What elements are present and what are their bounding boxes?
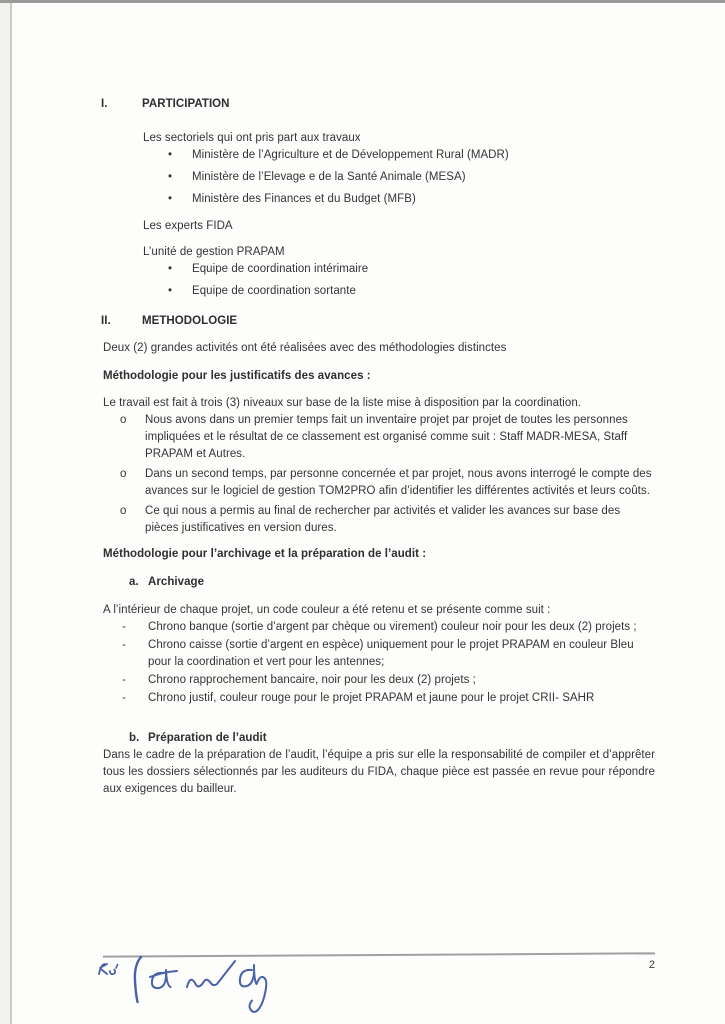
list-item	[122, 637, 655, 671]
subheading-justificatifs: Méthodologie pour les justificatifs des avances :	[103, 370, 371, 382]
item-title: Archivage	[148, 576, 205, 588]
list-item-text: Ce qui nous a permis au final de rechercher par activités et valider les avances sur base des pièces justificatives en version dures.	[145, 505, 621, 534]
archivage-intro: A l’intérieur de chaque projet, un code couleur a été retenu et se présente comme suit :	[103, 604, 551, 616]
scan-left-edge-artifact	[10, 3, 12, 1024]
list-item-text: Chrono banque (sortie d’argent par chèque ou virement) couleur noir pour les deux (2) projets ;	[148, 621, 637, 633]
list-item	[122, 619, 655, 636]
list-item	[120, 466, 655, 500]
list-item	[168, 261, 655, 278]
bullet-marker: o	[120, 505, 127, 517]
section-number: II.	[101, 315, 111, 327]
list-item	[168, 169, 655, 186]
teams-list	[103, 261, 655, 300]
dash-marker: -	[122, 639, 126, 651]
scan-left-shade-artifact	[0, 3, 10, 1024]
list-item	[120, 503, 655, 537]
list-item-text: Ministère des Finances et du Budget (MFB)	[192, 193, 416, 205]
list-item-text: Chrono caisse (sortie d’argent en espèce) uniquement pour le projet PRAPAM en couleur Bleu pour la coordination et vert pour les antennes;	[148, 639, 634, 668]
ministries-list	[103, 147, 655, 208]
page-number: 2	[648, 959, 655, 971]
list-item	[122, 672, 655, 689]
dash-marker: -	[122, 621, 126, 633]
unit-line: L’unité de gestion PRAPAM	[143, 246, 285, 258]
list-item	[120, 412, 655, 463]
list-item-text: Dans un second temps, par personne concernée et par projet, nous avons interrogé le compte des avances sur le logiciel de gestion TOM2PRO afin d’identifier les différentes activités et leurs coûts.	[145, 468, 652, 497]
preparation-audit-paragraph: Dans le cadre de la préparation de l’audit, l’équipe a pris sur elle la responsabilité de compiler et d’apprêter tous les dossiers sélectionnés par les auditeurs du FIDA, chaque pièce est passée en revue pour répondre aux exigences du bailleur.	[103, 749, 655, 795]
section-number: I.	[101, 98, 108, 110]
bullet-marker: •	[168, 285, 173, 297]
list-item-text: Equipe de coordination sortante	[192, 285, 356, 297]
justificatifs-steps-list	[103, 412, 655, 537]
signature-handwriting	[92, 940, 297, 1024]
list-item	[168, 283, 655, 300]
document-body	[103, 96, 655, 798]
subheading-archivage-audit: Méthodologie pour l’archivage et la préparation de l’audit :	[103, 548, 427, 560]
chrono-list	[103, 619, 655, 707]
list-item-text: Equipe de coordination intérimaire	[192, 263, 369, 275]
dash-marker: -	[122, 674, 126, 686]
section-title: PARTICIPATION	[142, 98, 230, 110]
experts-line: Les experts FIDA	[143, 220, 233, 232]
bullet-marker: •	[168, 193, 173, 205]
heading-preparation-audit	[103, 730, 655, 747]
methodologie-intro: Deux (2) grandes activités ont été réalisées avec des méthodologies distinctes	[103, 342, 507, 354]
scan-top-edge-artifact	[0, 0, 725, 3]
item-title: Préparation de l’audit	[148, 732, 267, 744]
section-title: METHODOLOGIE	[142, 315, 238, 327]
dash-marker: -	[122, 692, 126, 704]
section-heading-participation	[101, 96, 655, 113]
item-label: b.	[129, 732, 140, 744]
participation-intro: Les sectoriels qui ont pris part aux travaux	[143, 132, 361, 144]
justificatifs-intro: Le travail est fait à trois (3) niveaux sur base de la liste mise à disposition par la coordination.	[103, 397, 582, 409]
list-item	[168, 147, 655, 164]
list-item-text: Ministère de l’Agriculture et de Développement Rural (MADR)	[192, 149, 509, 161]
list-item-text: Chrono rapprochement bancaire, noir pour les deux (2) projets ;	[148, 674, 476, 686]
heading-archivage	[103, 574, 655, 591]
bullet-marker: o	[120, 468, 127, 480]
bullet-marker: •	[168, 171, 173, 183]
list-item-text: Ministère de l’Elevage e de la Santé Animale (MESA)	[192, 171, 466, 183]
bullet-marker: •	[168, 149, 173, 161]
bullet-marker: o	[120, 414, 127, 426]
list-item	[122, 690, 655, 707]
list-item-text: Chrono justif, couleur rouge pour le projet PRAPAM et jaune pour le projet CRII- SAHR	[148, 692, 595, 704]
section-heading-methodologie	[101, 313, 655, 330]
list-item	[168, 191, 655, 208]
list-item-text: Nous avons dans un premier temps fait un inventaire projet par projet de toutes les personnes impliquées et le résultat de ce classement est organisé comme suit : Staff MADR-MESA, Staff PRAPAM et Autres.	[145, 414, 628, 460]
item-label: a.	[129, 576, 139, 588]
bullet-marker: •	[168, 263, 173, 275]
